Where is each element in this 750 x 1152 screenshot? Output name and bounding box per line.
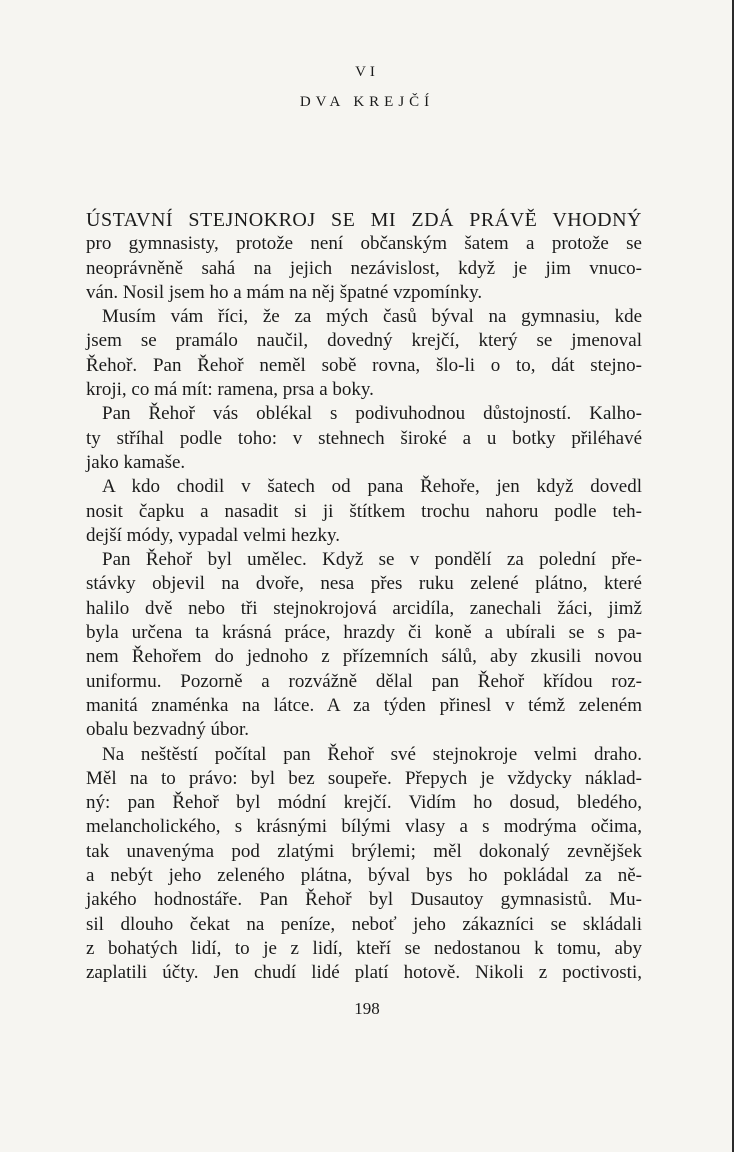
text-line: A kdo chodil v šatech od pana Řehoře, jen když dovedl [102,476,642,498]
text-line: stávky objevil na dvoře, nesa přes ruku zelené plátno, které [86,573,642,595]
text-line: ÚSTAVNÍ STEJNOKROJ SE MI ZDÁ PRÁVĚ VHODNÝ [86,209,642,231]
text-line: pro gymnasisty, protože není občanským šatem a protože se [86,233,642,255]
text-line: a nebýt jeho zeleného plátna, býval bys ho pokládal za ně- [86,865,642,887]
text-line: byla určena ta krásná práce, hrazdy či koně a ubírali se s pa- [86,622,642,644]
text-line: halilo dvě nebo tři stejnokrojová arcidíla, zanechali žáci, jimž [86,597,642,619]
text-line: melancholického, s krásnými bílými vlasy a s modrýma očima, [86,816,642,838]
text-line: ván. Nosil jsem ho a mám na něj špatné vzpomínky. [86,281,483,303]
text-line: uniformu. Pozorně a rozvážně dělal pan Řehoř křídou roz- [86,670,642,692]
text-line: dejší módy, vypadal velmi hezky. [86,524,340,546]
text-line: Měl na to právo: byl bez soupeře. Přepych je vždycky náklad- [86,767,642,789]
text-line: manitá znaménka na látce. A za týden přinesl v témž zeleném [86,694,642,716]
text-line: sil dlouho čekat na peníze, neboť jeho zákazníci se skládali [86,913,642,935]
text-line: zaplatili účty. Jen chudí lidé platí hotově. Nikoli z poctivosti, [86,962,642,984]
text-line: tak unavenýma pod zlatými brýlemi; měl dokonalý zevnějšek [86,840,642,862]
text-line: jsem se pramálo naučil, dovedný krejčí, který se jmenoval [86,330,642,352]
text-line: Řehoř. Pan Řehoř neměl sobě rovna, šlo-li o to, dát stejno- [86,354,642,376]
text-line: nosit čapku a nasadit si ji štítkem trochu nahoru podle teh- [86,500,642,522]
text-line: Na neštěstí počítal pan Řehoř své stejnokroje velmi draho. [102,743,642,765]
text-line: jakého hodnostáře. Pan Řehoř byl Dusautoy gymnasistů. Mu- [86,889,642,911]
page-number: 198 [354,999,380,1018]
body-text [86,208,642,986]
text-line: kroji, co má mít: ramena, prsa a boky. [86,379,374,401]
text-line: Pan Řehoř vás oblékal s podivuhodnou důstojností. Kalho- [102,403,642,425]
text-line: Pan Řehoř byl umělec. Když se v pondělí za polední pře- [102,549,642,571]
text-line: nem Řehořem do jednoho z přízemních sálů, aby zkusili novou [86,646,642,668]
text-line: neoprávněně sahá na jejich nezávislost, když je jim vnuco- [86,257,642,279]
text-line: ty stříhal podle toho: v stehnech široké a u botky přiléhavé [86,427,642,449]
page-edge [732,0,750,1152]
text-line: Musím vám říci, že za mých časů býval na gymnasiu, kde [102,306,642,328]
chapter-title: DVA KREJČÍ [299,94,435,110]
chapter-number: VI [355,64,379,80]
text-line: z bohatých lidí, to je z lidí, kteří se nedostanou k tomu, aby [86,937,642,959]
text-line: obalu bezvadný úbor. [86,719,250,741]
text-line: jako kamaše. [86,451,186,473]
text-line: ný: pan Řehoř byl módní krejčí. Vidím ho dosud, bledého, [86,792,642,814]
